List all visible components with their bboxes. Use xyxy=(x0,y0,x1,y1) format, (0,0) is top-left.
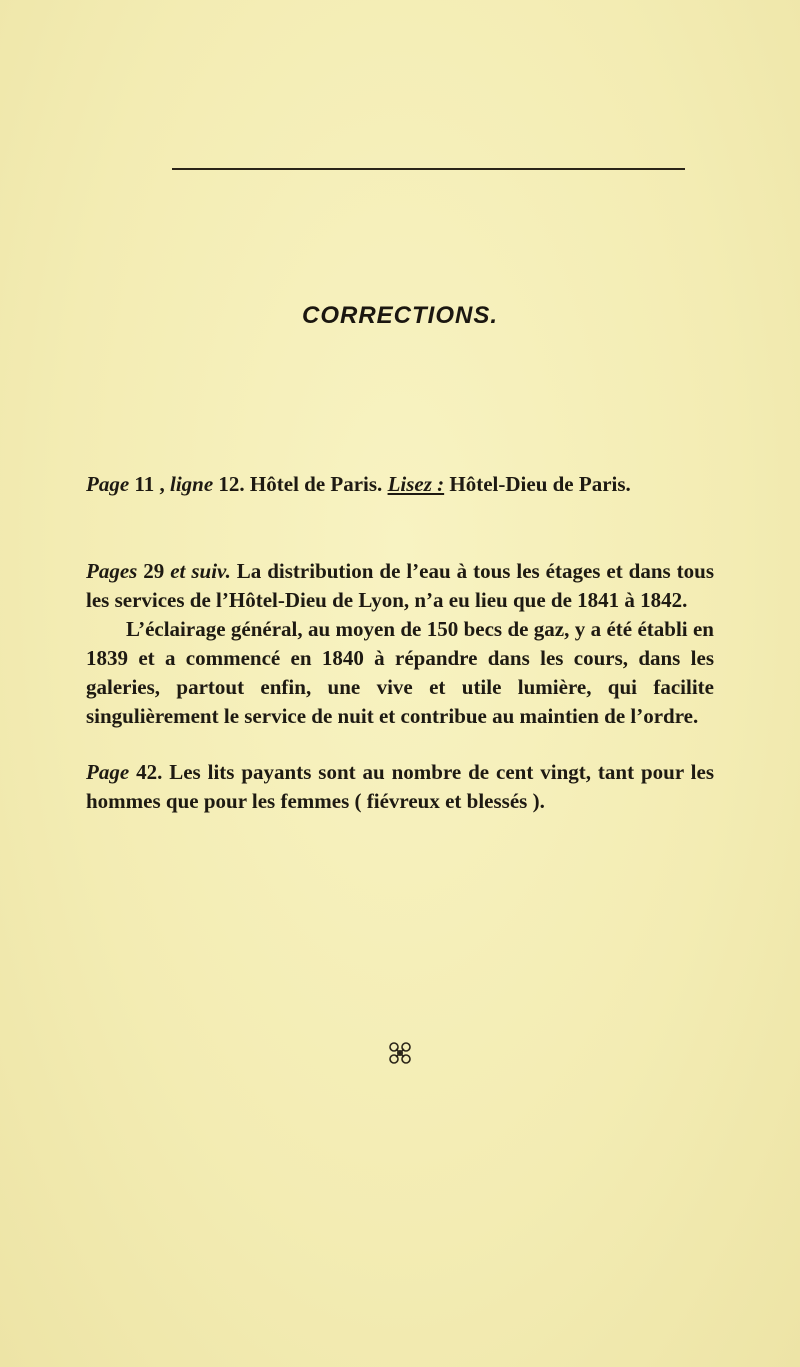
page-number: 11 xyxy=(134,472,155,496)
water-distribution-text: La distribution de l’eau à tous les étages et dans tous les services de l’Hôtel-Dieu de Lyon, n’a eu lieu que de 1841 à 1842. xyxy=(86,559,715,612)
line-label: ligne xyxy=(170,472,214,496)
correction-paragraph xyxy=(86,557,714,615)
beds-text: . Les lits payants sont au nombre de cent vingt, tant pour les hommes que pour les femmes ( fiévreux et blessés ). xyxy=(86,760,714,813)
top-rule xyxy=(172,168,685,170)
page-label: Page xyxy=(86,760,130,784)
correction-pages-29 xyxy=(86,557,714,731)
correction-paragraph xyxy=(86,470,714,499)
page-label: Pages xyxy=(86,559,138,583)
read-label: Lisez : xyxy=(387,472,445,496)
page-title: CORRECTIONS. xyxy=(301,302,498,329)
correction-paragraph xyxy=(86,758,714,816)
correction-page-11 xyxy=(86,470,714,499)
corrected-text: Hôtel-Dieu de Paris. xyxy=(444,472,631,496)
page-number: 29 xyxy=(143,559,165,583)
page-number: 42 xyxy=(136,760,158,784)
correction-page-42 xyxy=(86,758,714,816)
line-number: 12 xyxy=(218,472,240,496)
erratum-text: . Hôtel de Paris. xyxy=(239,472,388,496)
gas-lighting-paragraph: L’éclairage général, au moyen de 150 becs de gaz, y a été établi en 1839 et a commencé en 1840 à répandre dans les cours, dans les galeries, partout enfin, une vive et utile lumière, qui facilite singulièrement le service de nuit et contribue au maintien de l’ordre. xyxy=(86,617,714,728)
suiv-label: et suiv. xyxy=(170,559,231,583)
page-label: Page xyxy=(86,472,130,496)
fleuron-icon xyxy=(387,1040,413,1066)
separator: , xyxy=(154,472,170,496)
